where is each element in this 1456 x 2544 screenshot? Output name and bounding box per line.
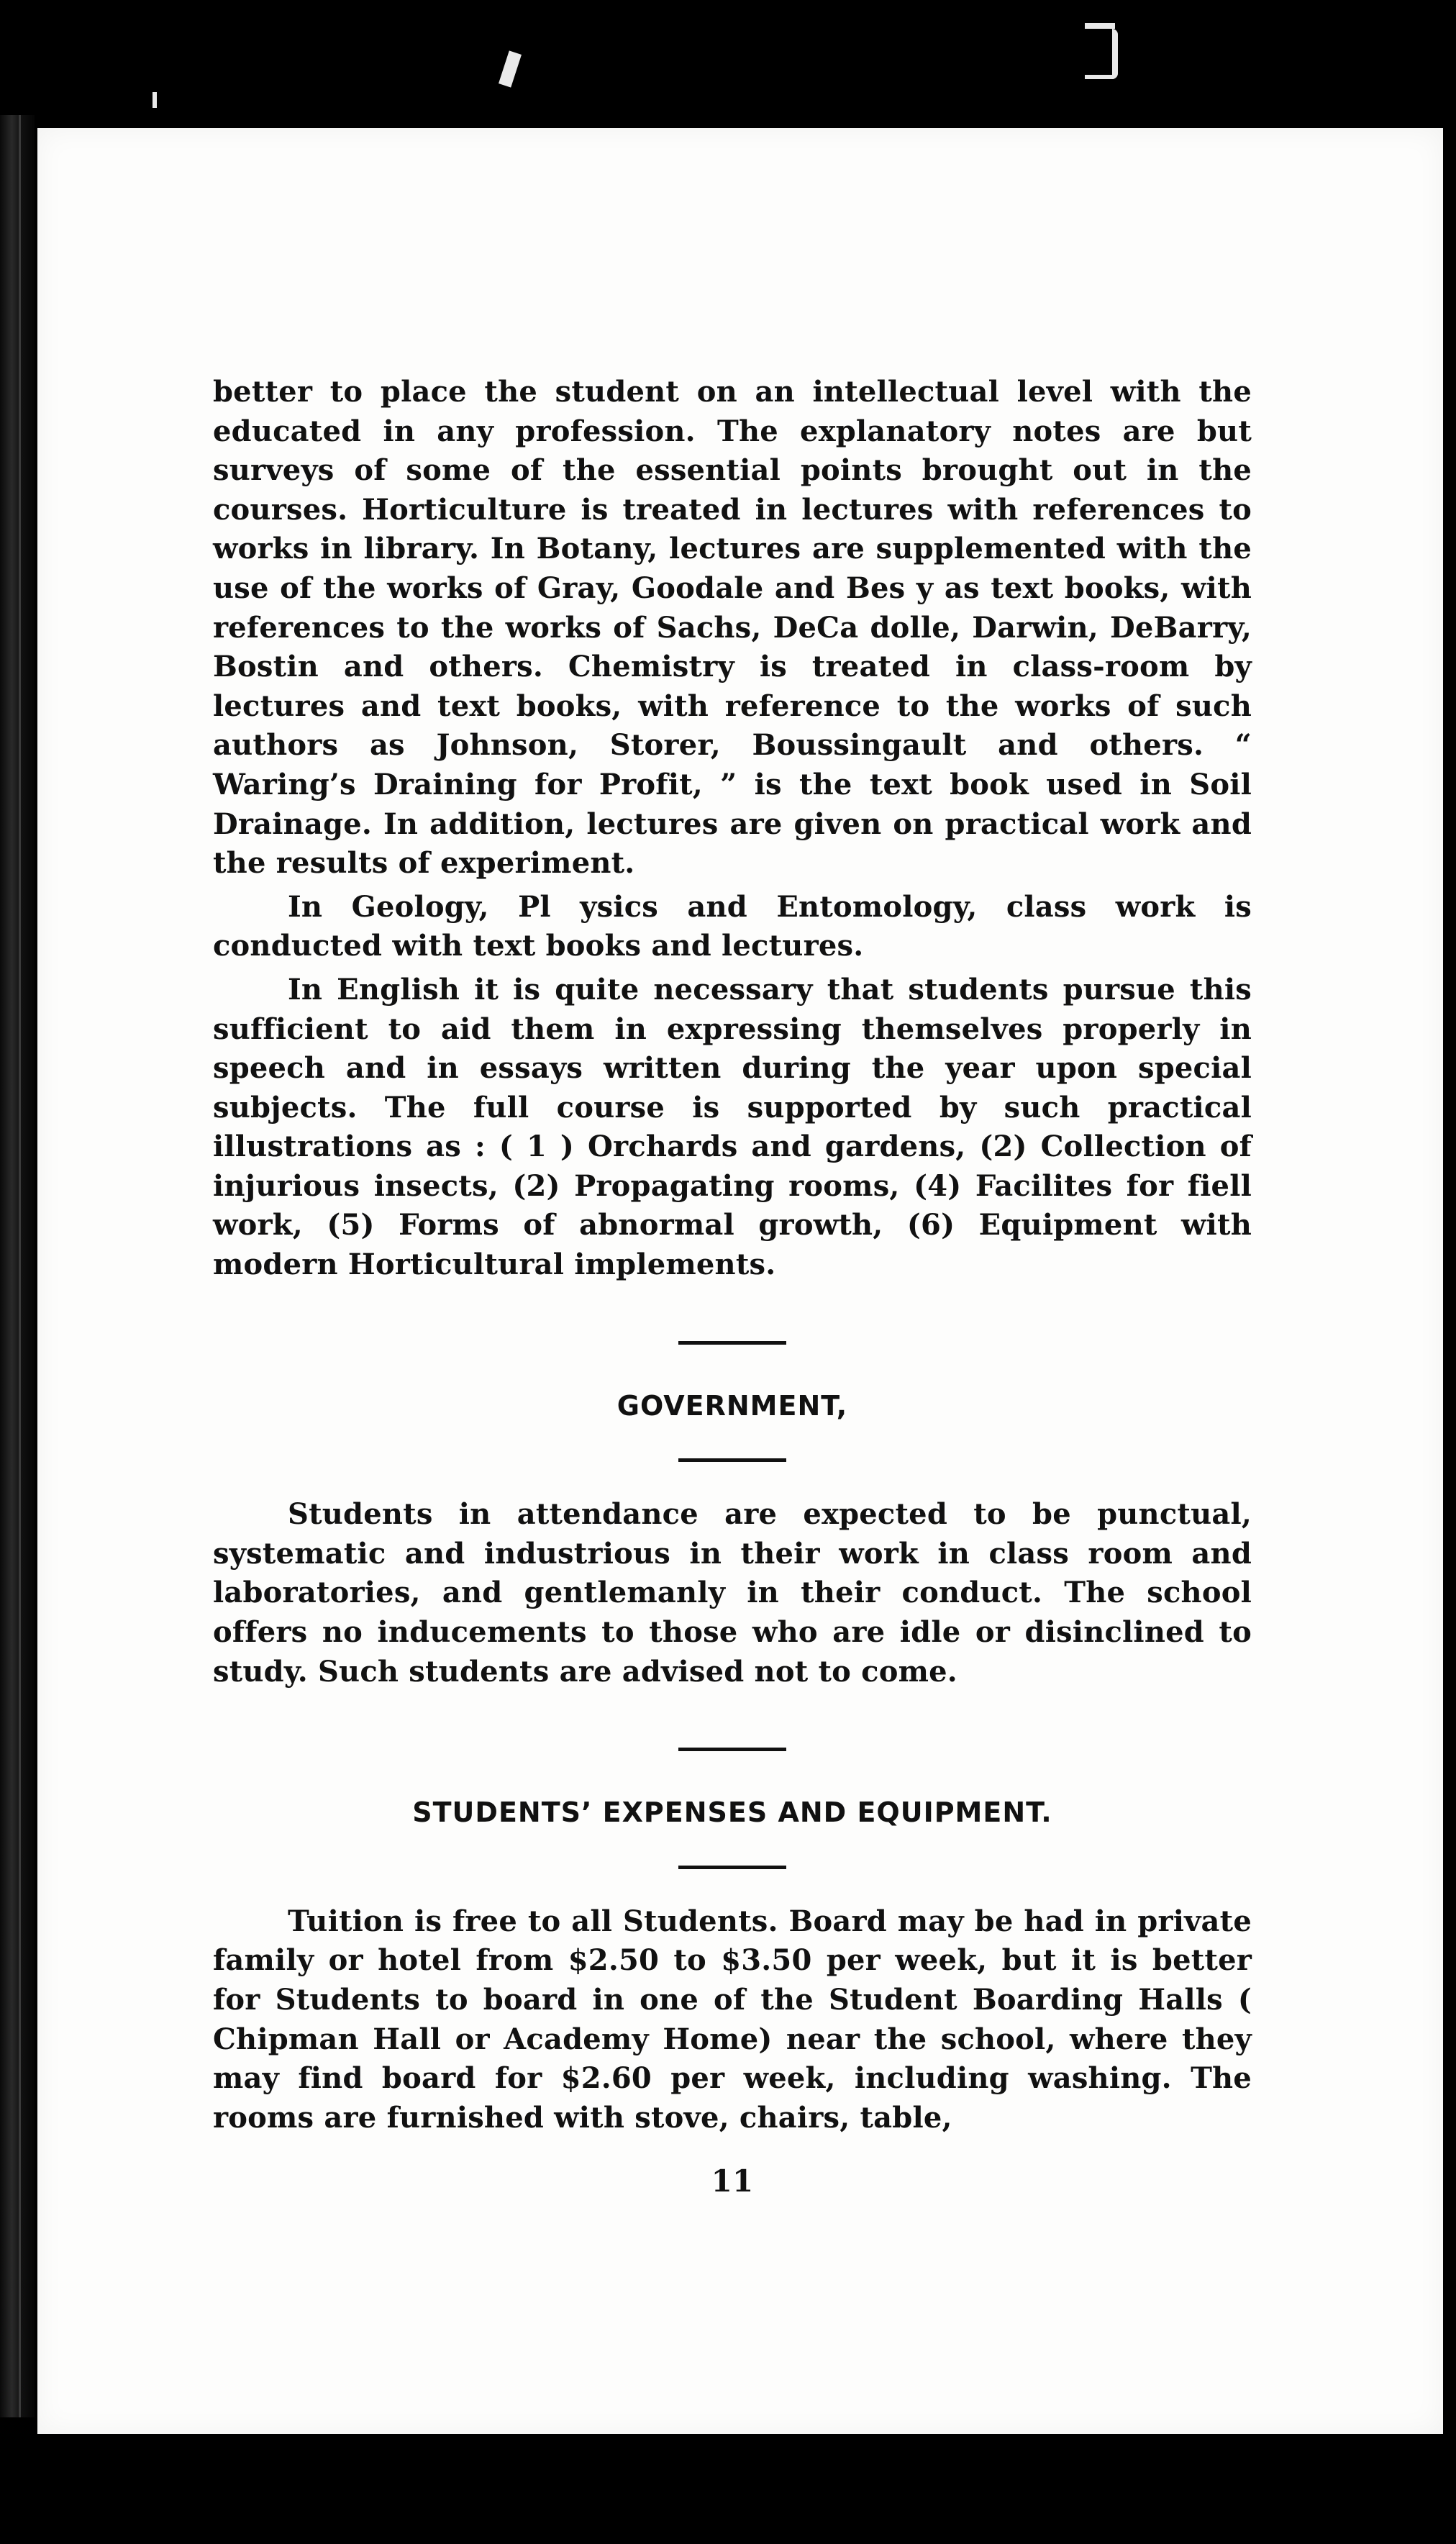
- heading-underline: [678, 1866, 786, 1869]
- expenses-heading: STUDENTS’ EXPENSES AND EQUIPMENT.: [412, 1796, 1052, 1829]
- scan-mark: [1112, 29, 1118, 79]
- page-text-column: [213, 373, 1252, 2202]
- document-page: [37, 128, 1443, 2434]
- government-paragraph: Students in attendance are expected to be punctual, systematic and industrious in their work in class room and laboratories, and gentlemanly in their conduct. The school offers no inducements to those who are idle or disinclined to study. Such students are advised not to come.: [213, 1497, 1252, 1689]
- page-number: 11: [711, 2163, 754, 2199]
- government-heading: GOVERNMENT,: [616, 1389, 848, 1422]
- scan-mark: [153, 92, 157, 108]
- section-divider: [678, 1748, 786, 1751]
- scan-mark: [1085, 23, 1115, 29]
- book-binding-edge: [0, 115, 35, 2417]
- expenses-paragraph: Tuition is free to all Students. Board may be had in private family or hotel from $2.50 to $3.50 per week, but it is better for Students to board in one of the Student Boarding Halls ( Chipman Hall or Academy Home) near the school, where they may find board for $2.60 per week, including washing. The rooms are furnished with stove, chairs, table,: [213, 1904, 1252, 2135]
- heading-underline: [678, 1458, 786, 1462]
- intro-paragraph-2: In Geology, Pl ysics and Entomology, class work is conducted with text books and lectures.: [213, 889, 1252, 963]
- intro-paragraph-3: In English it is quite necessary that students pursue this sufficient to aid them in expressing themselves properly in speech and in essays written during the year upon special subjects. The full course is supported by such practical illustrations as : ( 1 ) Orchards and gardens, (2) Collection of injurious insects, (2) Propagating rooms, (4) Facilites for fiell work, (5) Forms of abnormal growth, (6) Equipment with modern Horticultural implements.: [213, 972, 1252, 1282]
- section-divider: [678, 1341, 786, 1345]
- scan-mark: [1085, 75, 1114, 79]
- intro-paragraph-1: better to place the student on an intellectual level with the educated in any profession. The explanatory notes are but surveys of some of the essential points brought out in the courses. Horticulture is treated in lectures with references to works in library. In Botany, lectures are supplemented with the use of the works of Gray, Goodale and Bes y as text books, with references to the works of Sachs, DeCa dolle, Darwin, DeBarry, Bostin and others. Chemistry is treated in class-room by lectures and text books, with reference to the works of such authors as Johnson, Storer, Boussingault and others. “ Waring’s Draining for Profit, ” is the text book used in Soil Drainage. In addition, lectures are given on practical work and the results of experiment.: [213, 375, 1252, 881]
